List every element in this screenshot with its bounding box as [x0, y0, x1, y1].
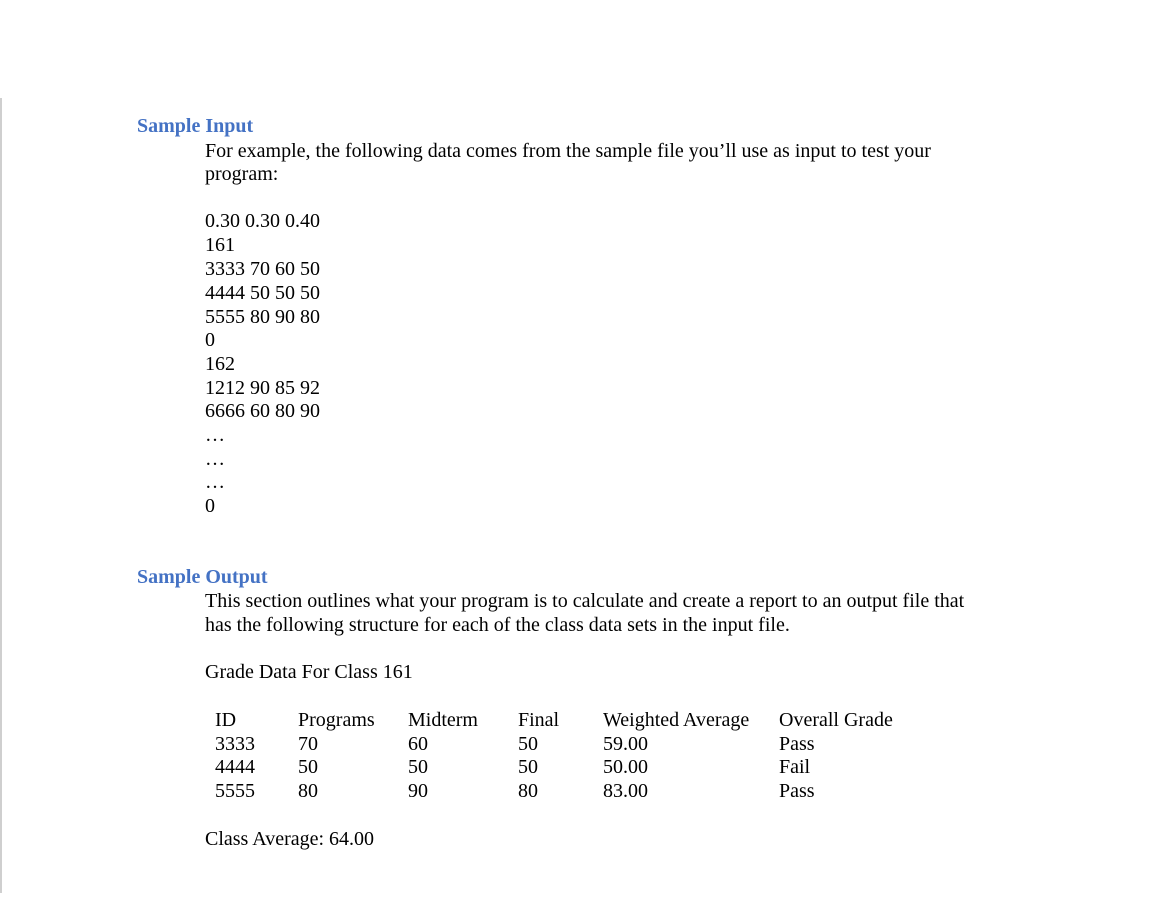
input-data-line: 5555 80 90 80 [205, 306, 320, 328]
class-average: Class Average: 64.00 [205, 828, 375, 850]
table-cell-id: 4444 [215, 756, 255, 778]
input-data-ellipsis: … [205, 471, 225, 493]
table-cell-id: 3333 [215, 733, 255, 755]
sample-output-intro-line-1: This section outlines what your program is to calculate and create a report to an output file that [205, 590, 965, 612]
input-data-ellipsis: … [205, 424, 225, 446]
table-cell-programs: 50 [298, 756, 318, 778]
table-header-programs: Programs [298, 709, 375, 731]
table-cell-final: 50 [518, 756, 538, 778]
table-cell-overall-grade: Pass [779, 733, 815, 755]
table-cell-id: 5555 [215, 780, 255, 802]
table-header-midterm: Midterm [408, 709, 478, 731]
input-data-line: 6666 60 80 90 [205, 400, 320, 422]
sample-input-intro-line-2: program: [205, 163, 279, 185]
sample-input-heading: Sample Input [137, 115, 254, 137]
table-header-weighted-average: Weighted Average [603, 709, 750, 731]
table-cell-final: 80 [518, 780, 538, 802]
input-data-line: 0.30 0.30 0.40 [205, 210, 320, 232]
table-cell-midterm: 50 [408, 756, 428, 778]
input-data-line: 1212 90 85 92 [205, 377, 320, 399]
input-data-line: 4444 50 50 50 [205, 282, 320, 304]
table-header-overall-grade: Overall Grade [779, 709, 893, 731]
input-data-ellipsis: … [205, 448, 225, 470]
input-data-line: 0 [205, 495, 215, 517]
table-cell-programs: 70 [298, 733, 318, 755]
sample-input-intro-line-1: For example, the following data comes from the sample file you’ll use as input to test your [205, 140, 931, 162]
table-cell-midterm: 60 [408, 733, 428, 755]
table-cell-weighted-average: 83.00 [603, 780, 648, 802]
sample-output-heading: Sample Output [137, 566, 268, 588]
table-cell-final: 50 [518, 733, 538, 755]
input-data-line: 0 [205, 329, 215, 351]
table-cell-weighted-average: 59.00 [603, 733, 648, 755]
table-cell-overall-grade: Fail [779, 756, 811, 778]
table-cell-overall-grade: Pass [779, 780, 815, 802]
table-header-id: ID [215, 709, 237, 731]
input-data-line: 3333 70 60 50 [205, 258, 320, 280]
sample-output-intro-line-2: has the following structure for each of the class data sets in the input file. [205, 614, 790, 636]
table-cell-weighted-average: 50.00 [603, 756, 648, 778]
input-data-line: 162 [205, 353, 235, 375]
table-cell-midterm: 90 [408, 780, 428, 802]
input-data-line: 161 [205, 234, 235, 256]
table-cell-programs: 80 [298, 780, 318, 802]
page-left-edge [0, 98, 2, 893]
table-header-final: Final [518, 709, 560, 731]
report-title: Grade Data For Class 161 [205, 661, 413, 683]
